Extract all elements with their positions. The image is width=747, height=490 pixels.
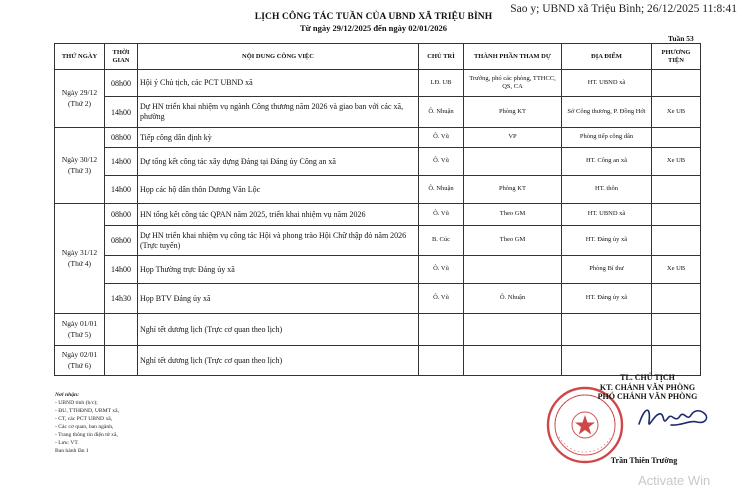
- vehicle-cell: [652, 314, 701, 346]
- place-cell: HT. thôn: [562, 176, 652, 204]
- place-cell: [562, 346, 652, 376]
- participants-cell: Theo GM: [464, 226, 562, 256]
- handwritten-signature-icon: [635, 400, 715, 434]
- recipient-line: - Lưu: VT.: [55, 439, 79, 446]
- day-weekday: (Thứ 6): [67, 360, 92, 370]
- content-cell: Dự tổng kết công tác xây dựng Đảng tại Đảng ủy Công an xã: [138, 148, 419, 176]
- time-cell: [105, 346, 138, 376]
- vehicle-cell: [652, 226, 701, 256]
- signature-line-1: TL. CHỦ TỊCH: [620, 373, 675, 382]
- day-weekday: (Thứ 4): [67, 258, 92, 268]
- day-date: Ngày 01/01: [61, 319, 98, 329]
- time-cell: 14h00: [105, 148, 138, 176]
- table-row: [55, 226, 701, 256]
- header-time: THỜI GIAN: [105, 44, 138, 70]
- content-cell: Nghỉ tết dương lịch (Trực cơ quan theo lịch): [138, 346, 419, 376]
- vehicle-cell: [652, 284, 701, 314]
- header-chair: CHỦ TRÌ: [419, 44, 464, 70]
- table-header-row: [55, 44, 701, 70]
- vehicle-cell: [652, 128, 701, 148]
- participants-cell: [464, 314, 562, 346]
- time-cell: 08h00: [105, 204, 138, 226]
- chair-cell: Ô. Vũ: [419, 204, 464, 226]
- vehicle-cell: Xe UB: [652, 97, 701, 128]
- place-cell: HT. UBND xã: [562, 70, 652, 97]
- day-date: Ngày 02/01: [61, 350, 98, 360]
- table-row: [55, 314, 701, 346]
- place-cell: Phòng Bí thư: [562, 256, 652, 284]
- participants-cell: Phòng KT: [464, 176, 562, 204]
- day-date: Ngày 31/12: [61, 248, 98, 258]
- day-cell: [55, 204, 105, 314]
- table-row: [55, 256, 701, 284]
- content-cell: HN tổng kết công tác QPAN năm 2025, triển khai nhiệm vụ năm 2026: [138, 204, 419, 226]
- header-place: ĐỊA ĐIỂM: [562, 44, 652, 70]
- header-content: NỘI DUNG CÔNG VIỆC: [138, 44, 419, 70]
- time-cell: 14h00: [105, 256, 138, 284]
- recipient-line: - Trang thông tin điện tử xã,: [55, 431, 118, 438]
- participants-cell: Phòng KT: [464, 97, 562, 128]
- week-number: Tuần 53: [668, 34, 694, 43]
- place-cell: [562, 314, 652, 346]
- vehicle-cell: Xe UB: [652, 256, 701, 284]
- recipient-line: - ĐU, TTHĐND, UBMT xã,: [55, 407, 119, 414]
- chair-cell: Ô. Vũ: [419, 148, 464, 176]
- table-row: [55, 284, 701, 314]
- table-row: [55, 176, 701, 204]
- participants-cell: Ô. Nhuận: [464, 284, 562, 314]
- header-vehicle: PHƯƠNG TIỆN: [652, 44, 701, 70]
- chair-cell: Ô. Vũ: [419, 128, 464, 148]
- content-cell: Dự HN triển khai nhiệm vụ ngành Công thương năm 2026 và giao ban với các xã, phường: [138, 97, 419, 128]
- vehicle-cell: [652, 346, 701, 376]
- day-weekday: (Thứ 2): [67, 98, 92, 108]
- vehicle-cell: [652, 204, 701, 226]
- content-cell: Tiếp công dân định kỳ: [138, 128, 419, 148]
- day-weekday: (Thứ 3): [67, 165, 92, 175]
- activate-windows-watermark: Activate Win: [638, 473, 711, 488]
- table-row: [55, 346, 701, 376]
- document-title: LỊCH CÔNG TÁC TUẦN CỦA UBND XÃ TRIỆU BÌNH: [254, 12, 493, 22]
- table-row: [55, 204, 701, 226]
- place-cell: Sở Công thương, P. Đồng Hới: [562, 97, 652, 128]
- recipient-line: - UBND tỉnh (b/c);: [55, 399, 98, 406]
- recipient-line: - Các cơ quan, ban ngành,: [55, 423, 114, 430]
- day-cell: [55, 128, 105, 204]
- day-weekday: (Thứ 5): [67, 329, 92, 339]
- content-cell: Nghỉ tết dương lịch (Trực cơ quan theo lịch): [138, 314, 419, 346]
- content-cell: Họp các hộ dân thôn Dương Văn Lộc: [138, 176, 419, 204]
- time-cell: 08h00: [105, 70, 138, 97]
- day-cell: [55, 70, 105, 128]
- content-cell: Dự HN triển khai nhiệm vụ công tác Hội và phong trào Hội Chữ thập đỏ năm 2026 (Trực tuyến): [138, 226, 419, 256]
- participants-cell: Trưởng, phó các phòng, TTHCC, QS, CA: [464, 70, 562, 97]
- recipient-line: - CT, các PCT UBND xã,: [55, 415, 113, 422]
- time-cell: 08h00: [105, 128, 138, 148]
- signature-block: [560, 373, 735, 402]
- time-cell: 14h00: [105, 97, 138, 128]
- participants-cell: [464, 148, 562, 176]
- day-date: Ngày 30/12: [61, 155, 98, 165]
- table-row: [55, 128, 701, 148]
- place-cell: HT. Đảng ủy xã: [562, 226, 652, 256]
- time-cell: 08h00: [105, 226, 138, 256]
- participants-cell: VP: [464, 128, 562, 148]
- issuance-note: Ban hành lần 1: [55, 447, 89, 454]
- content-cell: Họp BTV Đảng ủy xã: [138, 284, 419, 314]
- participants-cell: Theo GM: [464, 204, 562, 226]
- time-cell: 14h30: [105, 284, 138, 314]
- signer-name: Trần Thiên Trường: [610, 456, 678, 465]
- vehicle-cell: [652, 176, 701, 204]
- chair-cell: B. Cúc: [419, 226, 464, 256]
- header-day: THỨ NGÀY: [55, 44, 105, 70]
- vehicle-cell: [652, 70, 701, 97]
- day-cell: [55, 346, 105, 376]
- recipients-list: [55, 392, 119, 456]
- document-date-range: Từ ngày 29/12/2025 đến ngày 02/01/2026: [299, 23, 448, 33]
- signature-line-3: PHÓ CHÁNH VĂN PHÒNG: [597, 392, 698, 402]
- chair-cell: LĐ. UB: [419, 70, 464, 97]
- chair-cell: Ô. Vũ: [419, 284, 464, 314]
- participants-cell: [464, 346, 562, 376]
- chair-cell: Ô. Nhuận: [419, 176, 464, 204]
- place-cell: Phòng tiếp công dân: [562, 128, 652, 148]
- content-cell: Họp Thường trực Đảng ủy xã: [138, 256, 419, 284]
- time-cell: [105, 314, 138, 346]
- chair-cell: Ô. Vũ: [419, 256, 464, 284]
- table-row: [55, 97, 701, 128]
- participants-cell: [464, 256, 562, 284]
- place-cell: HT. Đảng ủy xã: [562, 284, 652, 314]
- schedule-table: [54, 43, 701, 376]
- chair-cell: [419, 346, 464, 376]
- chair-cell: [419, 314, 464, 346]
- day-cell: [55, 314, 105, 346]
- header-participants: THÀNH PHẦN THAM DỰ: [464, 44, 562, 70]
- table-row: [55, 70, 701, 97]
- signature-line-2: KT. CHÁNH VĂN PHÒNG: [599, 382, 696, 392]
- chair-cell: Ô. Nhuận: [419, 97, 464, 128]
- digital-copy-stamp: Sao y; UBND xã Triệu Bình; 26/12/2025 11:8:41: [510, 3, 737, 15]
- place-cell: HT. Công an xã: [562, 148, 652, 176]
- vehicle-cell: Xe UB: [652, 148, 701, 176]
- place-cell: HT. UBND xã: [562, 204, 652, 226]
- time-cell: 14h00: [105, 176, 138, 204]
- recipients-heading: Nơi nhận:: [55, 392, 79, 398]
- content-cell: Hội ý Chủ tịch, các PCT UBND xã: [138, 70, 419, 97]
- day-date: Ngày 29/12: [61, 88, 98, 98]
- table-row: [55, 148, 701, 176]
